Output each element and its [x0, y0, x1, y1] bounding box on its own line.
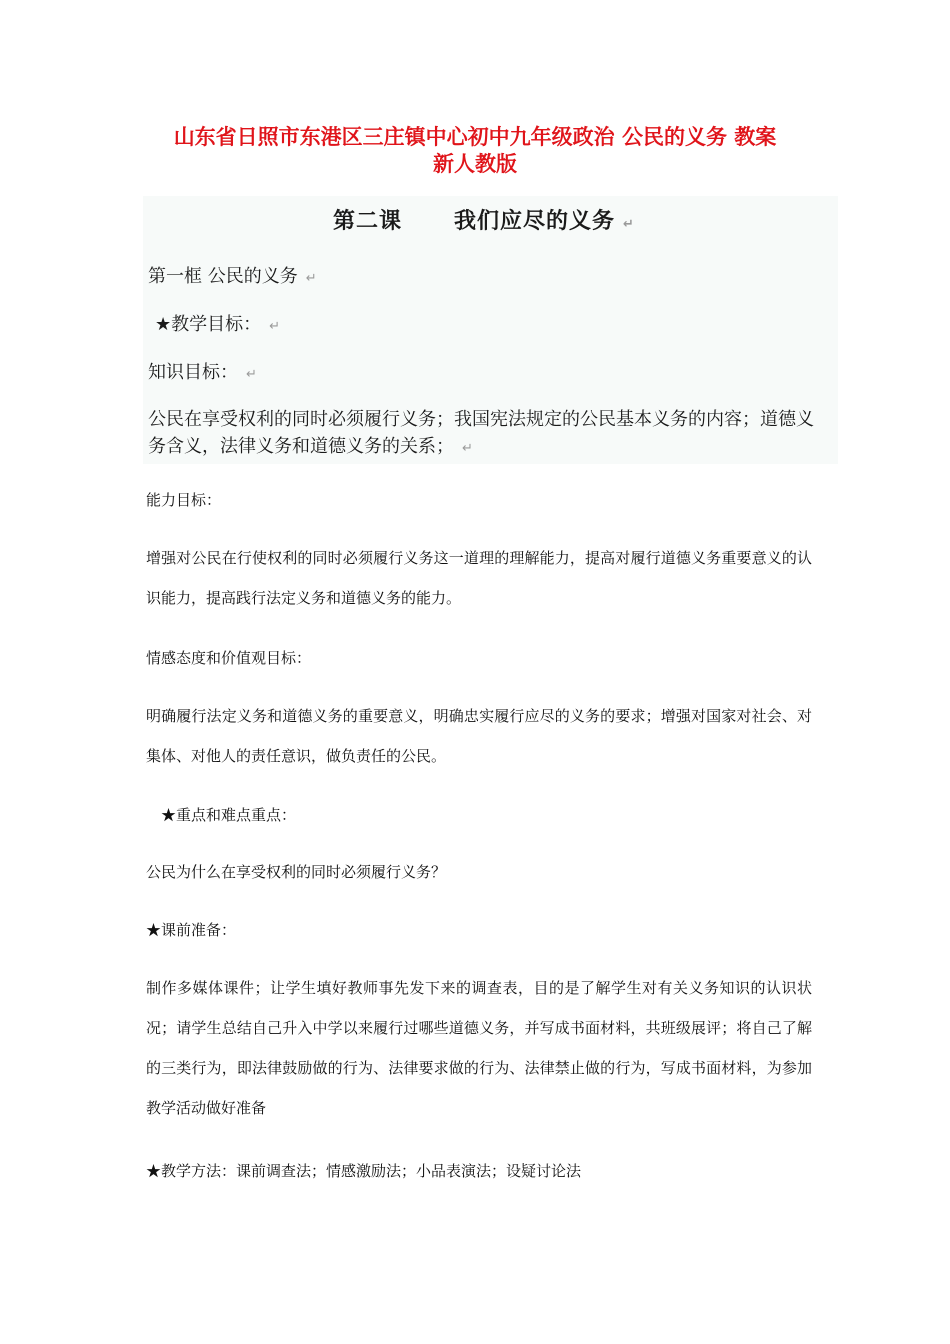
knowledge-goal-text-content: 公民在享受权利的同时必须履行义务；我国宪法规定的公民基本义务的内容；道德义务含义，法律义务和道德义务的关系；	[148, 409, 814, 457]
lesson-title-text: 第二课 我们应尽的义务	[333, 209, 615, 234]
frame-title-text: 第一框 公民的义务	[148, 266, 298, 287]
embedded-image-panel	[143, 196, 838, 464]
knowledge-goal-heading	[148, 362, 257, 386]
knowledge-goal-text	[148, 406, 828, 462]
return-mark-icon: ↵	[305, 271, 317, 286]
frame-title	[148, 266, 317, 290]
key-points-heading: ★重点和难点重点：	[161, 806, 297, 824]
document-title-line-2: 新人教版	[433, 152, 517, 176]
knowledge-goal-heading-text: 知识目标：	[148, 362, 238, 383]
return-mark-icon: ↵	[462, 441, 473, 456]
methods-text: ★教学方法：课前调查法；情感激励法；小品表演法；设疑讨论法	[146, 1162, 582, 1180]
document-title-line-1: 山东省日照市东港区三庄镇中心初中九年级政治 公民的义务 教案	[173, 125, 777, 149]
key-points-text: 公民为什么在享受权利的同时必须履行义务？	[146, 863, 447, 881]
teaching-goal-heading-text: ★教学目标：	[155, 314, 262, 335]
ability-heading: 能力目标：	[146, 491, 222, 509]
preparation-heading: ★课前准备：	[146, 921, 237, 939]
emotion-text: 明确履行法定义务和道德义务的重要意义，明确忠实履行应尽的义务的要求；增强对国家对社会、对集体、对他人的责任意识，做负责任的公民。	[146, 707, 812, 765]
ability-text: 增强对公民在行使权利的同时必须履行义务这一道理的理解能力，提高对履行道德义务重要意义的认识能力，提高践行法定义务和道德义务的能力。	[146, 549, 812, 607]
teaching-goal-heading	[155, 314, 280, 338]
return-mark-icon: ↵	[269, 319, 281, 334]
lesson-title	[333, 204, 635, 235]
emotion-heading: 情感态度和价值观目标：	[146, 649, 312, 667]
return-mark-icon: ↵	[246, 367, 257, 382]
return-mark-icon: ↵	[622, 217, 635, 232]
preparation-text: 制作多媒体课件；让学生填好教师事先发下来的调查表，目的是了解学生对有关义务知识的认识状况；请学生总结自己升入中学以来履行过哪些道德义务，并写成书面材料，共班级展评；将自己了解的三类行为，即法律鼓励做的行为、法律要求做的行为、法律禁止做的行为，写成书面材料，为参加教学活动做好准备	[146, 979, 812, 1117]
